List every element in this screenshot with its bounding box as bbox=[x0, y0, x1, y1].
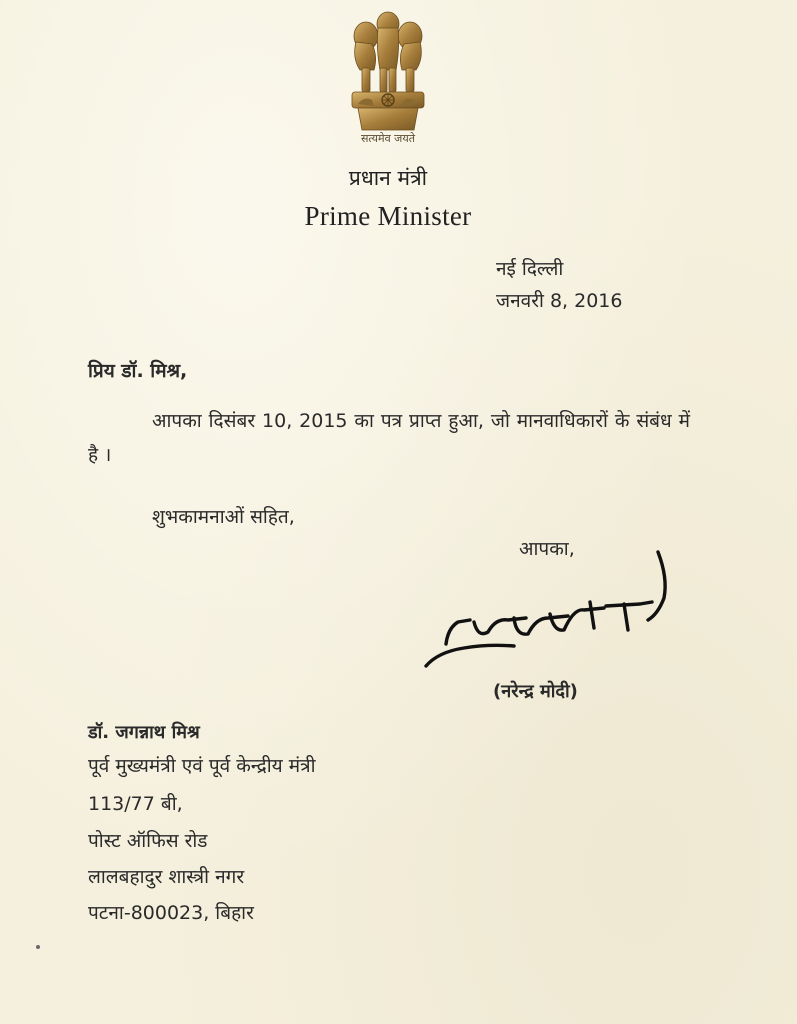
letter-place: नई दिल्ली bbox=[496, 258, 564, 280]
signature-image bbox=[418, 548, 678, 676]
recipient-designation: पूर्व मुख्यमंत्री एवं पूर्व केन्द्रीय मंत्री bbox=[88, 755, 316, 777]
closing-wishes: शुभकामनाओं सहित, bbox=[152, 506, 295, 528]
recipient-name: डॉ. जगन्नाथ मिश्र bbox=[88, 722, 200, 743]
title-english: Prime Minister bbox=[304, 201, 472, 231]
title-hindi: प्रधान मंत्री bbox=[348, 166, 428, 190]
recipient-address-line: लालबहादुर शास्त्री नगर bbox=[88, 866, 245, 888]
letter-date: जनवरी 8, 2016 bbox=[496, 290, 623, 312]
recipient-address-line: 113/77 बी, bbox=[88, 793, 183, 815]
letter-body: आपका दिसंबर 10, 2015 का पत्र प्राप्त हुआ, जो मानवाधिकारों के संबंध में है । bbox=[88, 410, 690, 466]
recipient-address-line: पोस्ट ऑफिस रोड bbox=[88, 830, 208, 852]
signer-name: (नरेन्द्र मोदी) bbox=[493, 681, 578, 702]
paper-speck bbox=[36, 945, 40, 949]
recipient-city: पटना-800023, बिहार bbox=[88, 902, 254, 924]
emblem-motto: सत्यमेव जयते bbox=[360, 132, 415, 145]
national-emblem-icon bbox=[338, 8, 438, 136]
yours-sincerely: आपका, bbox=[519, 538, 575, 560]
salutation: प्रिय डॉ. मिश्र, bbox=[88, 360, 188, 382]
